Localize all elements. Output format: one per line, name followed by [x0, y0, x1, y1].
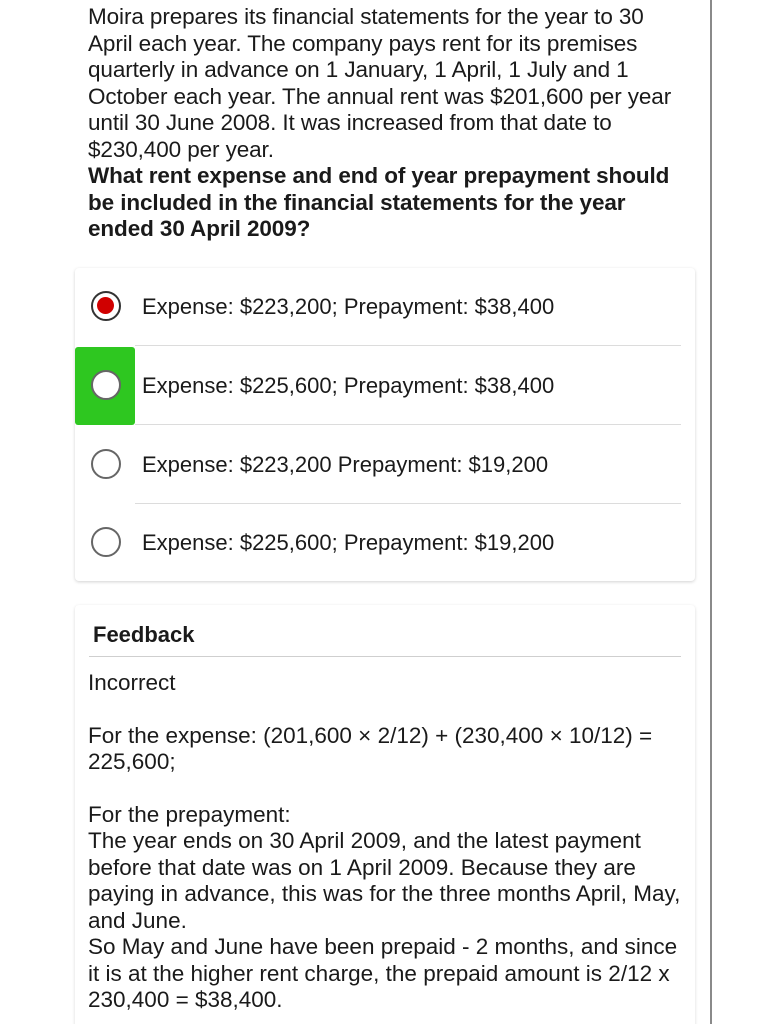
- option-1-radio-area[interactable]: [75, 268, 135, 346]
- radio-unselected-icon[interactable]: [91, 449, 121, 479]
- feedback-divider: [89, 656, 681, 657]
- divider: [135, 424, 681, 425]
- question-prompt: What rent expense and end of year prepayment should be included in the financial statements for the year ended 30 April 2009?: [88, 163, 670, 241]
- question-block: [88, 4, 688, 243]
- option-3-radio-area[interactable]: [75, 426, 135, 504]
- feedback-expense-explanation: For the expense: (201,600 × 2/12) + (230,400 × 10/12) = 225,600;: [88, 722, 653, 774]
- page-edge-rule: [710, 0, 712, 1024]
- radio-unselected-icon[interactable]: [91, 527, 121, 557]
- feedback-title: Feedback: [93, 622, 195, 647]
- option-3-label[interactable]: Expense: $223,200 Prepayment: $19,200: [142, 452, 549, 477]
- feedback-result: Incorrect: [88, 670, 176, 695]
- correct-answer-highlight[interactable]: [75, 347, 135, 425]
- radio-unselected-icon[interactable]: [91, 370, 121, 400]
- option-4-radio-area[interactable]: [75, 504, 135, 582]
- option-4[interactable]: [75, 504, 695, 582]
- option-1-label[interactable]: Expense: $223,200; Prepayment: $38,400: [142, 294, 555, 319]
- feedback-prepayment-heading: For the prepayment:: [88, 801, 291, 827]
- divider: [135, 345, 681, 346]
- option-3[interactable]: [75, 426, 695, 504]
- question-text: Moira prepares its financial statements for the year to 30 April each year. The company pays rent for its premises quarterly in advance on 1 January, 1 April, 1 July and 1 October each year. The annual rent was $201,600 per year until 30 June 2008. It was increased from that date to $230,400 per year.: [88, 4, 672, 162]
- option-1[interactable]: [75, 268, 695, 346]
- feedback-prepayment-conclusion: So May and June have been prepaid - 2 months, and since it is at the higher rent charge, the prepaid amount is 2/12 x 230,400 = $38,400.: [88, 934, 678, 1012]
- radio-selected-icon[interactable]: [91, 291, 121, 321]
- feedback-panel: [75, 605, 695, 1024]
- option-2-label[interactable]: Expense: $225,600; Prepayment: $38,400: [142, 373, 555, 398]
- feedback-prepayment-explanation: The year ends on 30 April 2009, and the latest payment before that date was on 1 April 2009. Because they are paying in advance, this was for the three months April, May, and June.: [88, 828, 681, 933]
- option-4-label[interactable]: Expense: $225,600; Prepayment: $19,200: [142, 530, 555, 555]
- option-2[interactable]: [75, 347, 695, 425]
- feedback-body: [88, 670, 684, 1014]
- answer-options: [75, 268, 695, 581]
